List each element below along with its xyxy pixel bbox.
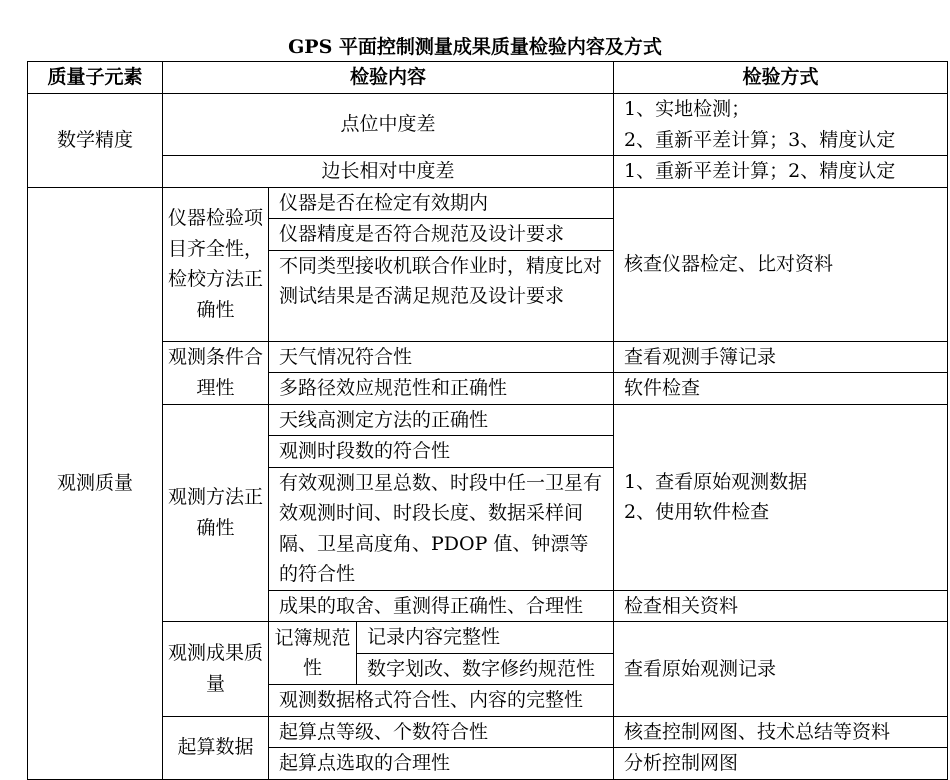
content-item: 起算点选取的合理性 bbox=[269, 748, 614, 780]
method-item: 查看观测手簿记录 bbox=[614, 341, 948, 373]
category-instrument: 仪器检验项目齐全性，检校方法正确性 bbox=[163, 187, 269, 341]
category-startdata: 起算数据 bbox=[163, 716, 269, 779]
page-title: GPS 平面控制测量成果质量检验内容及方式 bbox=[288, 36, 662, 58]
table-row bbox=[28, 187, 948, 219]
content-item: 观测时段数的符合性 bbox=[269, 436, 614, 468]
content-item: 多路径效应规范性和正确性 bbox=[269, 373, 614, 405]
header-method: 检验方式 bbox=[614, 62, 948, 94]
method-line: 1、实地检测； bbox=[624, 98, 751, 120]
category-results: 观测成果质量 bbox=[163, 622, 269, 717]
method-results: 查看原始观测记录 bbox=[614, 622, 948, 717]
method-item: 软件检查 bbox=[614, 373, 948, 405]
table-row bbox=[28, 716, 948, 748]
method-item: 分析控制网图 bbox=[614, 748, 948, 780]
table-row bbox=[28, 404, 948, 436]
content-item: 仪器是否在检定有效期内 bbox=[269, 187, 614, 219]
category-conditions: 观测条件合理性 bbox=[163, 341, 269, 404]
content-item: 观测数据格式符合性、内容的完整性 bbox=[269, 685, 614, 717]
content-edge-error: 边长相对中度差 bbox=[163, 156, 614, 188]
header-content: 检验内容 bbox=[163, 62, 614, 94]
method-methods bbox=[614, 404, 948, 590]
method-instrument: 核查仪器检定、比对资料 bbox=[614, 187, 948, 341]
content-item: 天线高测定方法的正确性 bbox=[269, 404, 614, 436]
content-item: 成果的取舍、重测得正确性、合理性 bbox=[269, 590, 614, 622]
category-methods: 观测方法正确性 bbox=[163, 404, 269, 622]
content-item: 起算点等级、个数符合性 bbox=[269, 716, 614, 748]
header-element: 质量子元素 bbox=[28, 62, 163, 94]
table-row bbox=[28, 156, 948, 188]
content-item: 不同类型接收机联合作业时，精度比对测试结果是否满足规范及设计要求 bbox=[269, 250, 614, 341]
method-line: 2、重新平差计算；3、精度认定 bbox=[624, 128, 896, 151]
content-item: 记录内容完整性 bbox=[357, 622, 614, 654]
method-edge-error: 1、重新平差计算；2、精度认定 bbox=[614, 156, 948, 188]
header-row bbox=[28, 62, 948, 94]
method-item: 检查相关资料 bbox=[614, 590, 948, 622]
element-math: 数学精度 bbox=[28, 94, 163, 188]
content-point-error: 点位中度差 bbox=[163, 94, 614, 156]
table-row bbox=[28, 622, 948, 654]
content-item: 有效观测卫星总数、时段中任一卫星有效观测时间、时段长度、数据采样间隔、卫星高度角、PDOP 值、钟漂等的符合性 bbox=[269, 467, 614, 590]
content-item: 仪器精度是否符合规范及设计要求 bbox=[269, 219, 614, 251]
method-line: 1、查看原始观测数据 bbox=[624, 470, 808, 493]
method-item: 核查控制网图、技术总结等资料 bbox=[614, 716, 948, 748]
sub-category-records: 记簿规范性 bbox=[269, 622, 357, 685]
element-observation: 观测质量 bbox=[28, 187, 163, 779]
table-row bbox=[28, 341, 948, 373]
content-item: 天气情况符合性 bbox=[269, 341, 614, 373]
content-item: 数字划改、数字修约规范性 bbox=[357, 653, 614, 685]
table-row bbox=[28, 94, 948, 156]
method-line: 2、使用软件检查 bbox=[624, 501, 770, 523]
method-point-error bbox=[614, 94, 948, 156]
inspection-table bbox=[27, 61, 948, 780]
